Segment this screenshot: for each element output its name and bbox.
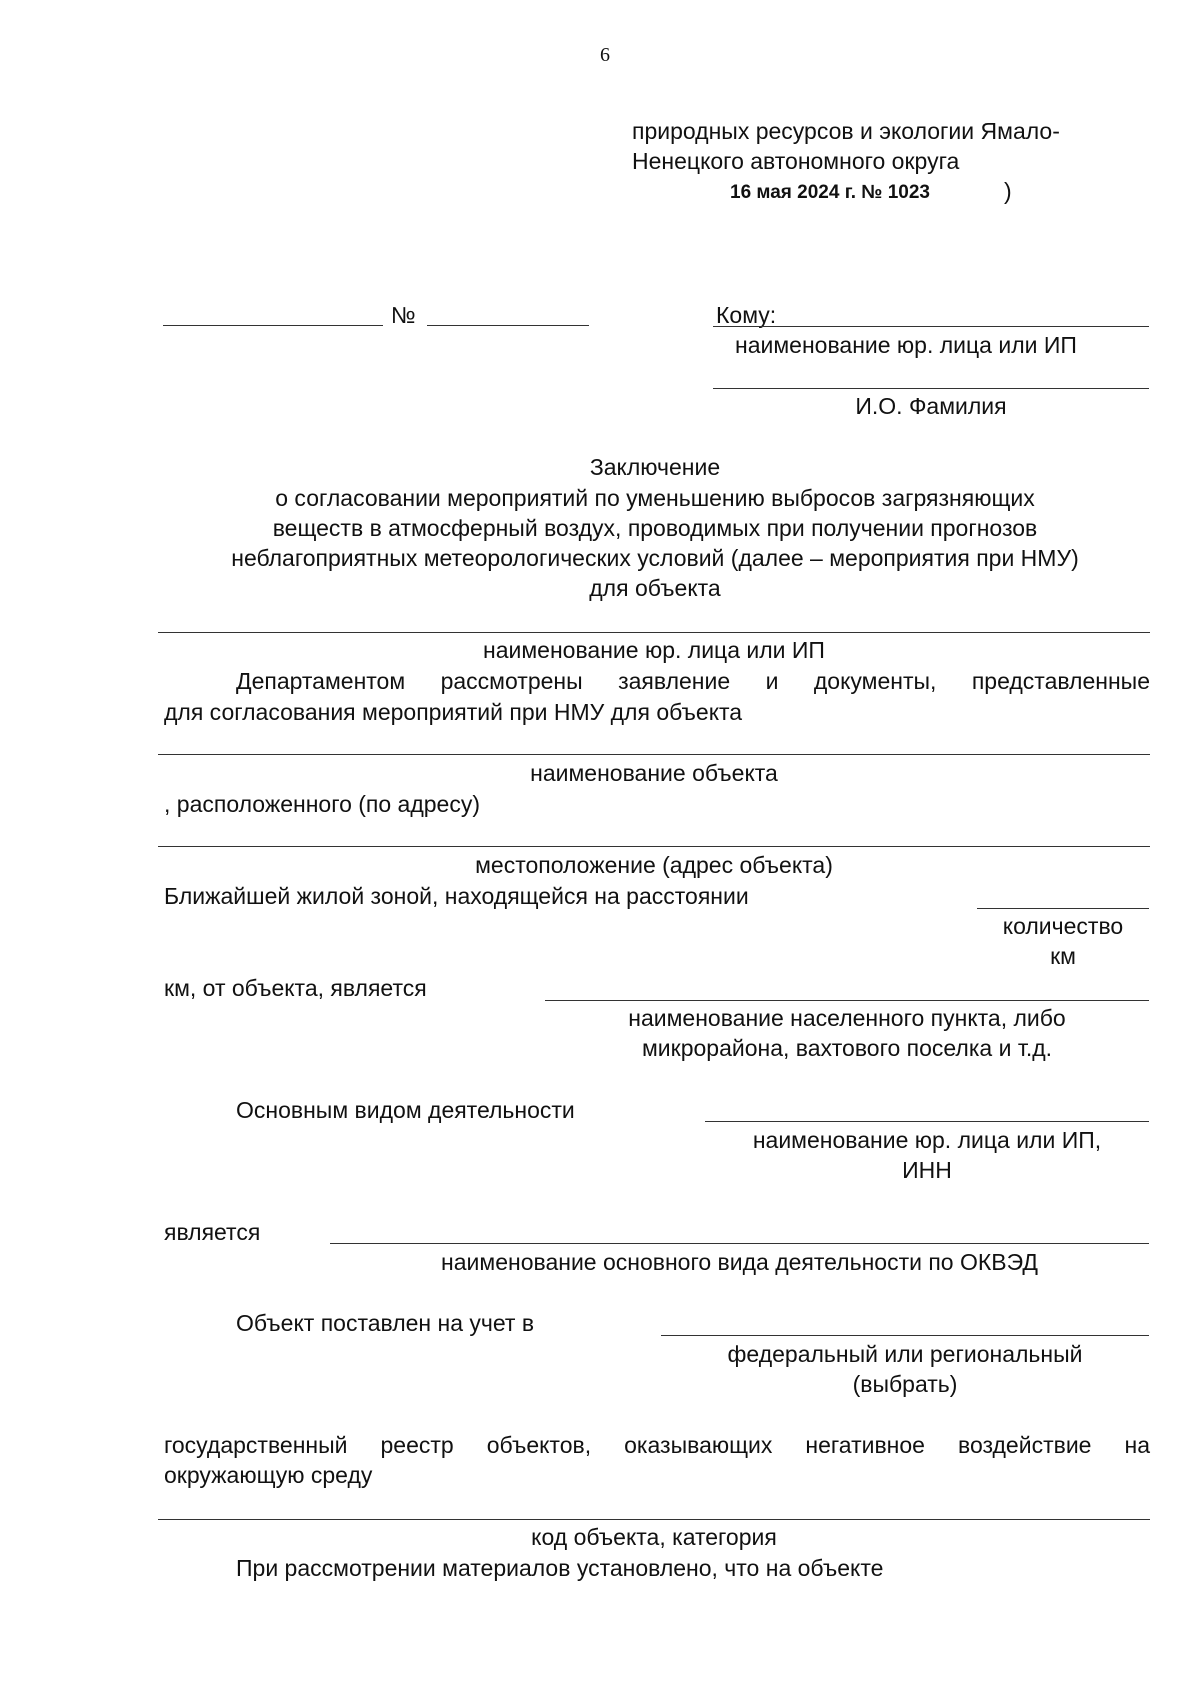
location-caption: местоположение (адрес объекта): [475, 852, 833, 878]
registered-text: Объект поставлен на учет в: [236, 1310, 535, 1336]
okved-blank-line: [330, 1243, 1149, 1244]
para1-line-2: для согласования мероприятий при НМУ для объекта: [164, 699, 743, 725]
registry-caption-2: (выбрать): [852, 1371, 958, 1397]
page-number: 6: [600, 44, 610, 66]
entity-blank-line: [158, 632, 1150, 633]
location-blank-line: [158, 846, 1150, 847]
name-caption: И.О. Фамилия: [855, 393, 1007, 419]
main-activity-text: Основным видом деятельности: [236, 1097, 575, 1123]
quantity-caption-2: км: [1050, 943, 1076, 969]
registry-line-1: государственный реестр объектов, оказывающих негативное воздействие на: [164, 1432, 1150, 1458]
inn-caption-2: ИНН: [902, 1157, 952, 1183]
inn-caption-1: наименование юр. лица или ИП,: [752, 1127, 1102, 1153]
settlement-caption-2: микрорайона, вахтового поселка и т.д.: [641, 1035, 1053, 1061]
entity-caption: наименование юр. лица или ИП: [483, 637, 825, 663]
quantity-blank-line: [977, 908, 1149, 909]
km-from-object-text: км, от объекта, является: [164, 975, 427, 1001]
header-line-1: природных ресурсов и экологии Ямало-: [632, 118, 1060, 144]
para1-line-1: Департаментом рассмотрены заявление и документы, представленные: [236, 668, 1150, 694]
header-line-2: Ненецкого автономного округа: [632, 148, 960, 174]
settlement-caption-1: наименование населенного пункта, либо: [628, 1005, 1066, 1031]
code-blank-line: [158, 1519, 1150, 1520]
title-line-4: для объекта: [589, 575, 721, 601]
located-text: , расположенного (по адресу): [164, 791, 481, 817]
title-line-2: веществ в атмосферный воздух, проводимых при получении прогнозов: [272, 515, 1038, 541]
title-line-1: о согласовании мероприятий по уменьшению выбросов загрязняющих: [275, 485, 1035, 511]
to-label: Кому:: [716, 302, 777, 328]
name-blank-line: [713, 388, 1149, 389]
title-line-3: неблагоприятных метеорологических условий (далее – мероприятия при НМУ): [231, 545, 1079, 571]
code-caption: код объекта, категория: [531, 1524, 777, 1550]
inn-blank-line: [705, 1121, 1149, 1122]
recipient-caption: наименование юр. лица или ИП: [735, 332, 1077, 358]
doc-heading: Заключение: [589, 454, 721, 480]
review-text: При рассмотрении материалов установлено, что на объекте: [236, 1555, 884, 1581]
registry-line-2: окружающую среду: [164, 1462, 373, 1488]
registry-caption-1: федеральный или региональный: [727, 1341, 1083, 1367]
nearest-zone-text: Ближайшей жилой зоной, находящейся на расстоянии: [164, 883, 749, 909]
header-close-paren: ): [1004, 178, 1012, 204]
header-date-number: 16 мая 2024 г. № 1023: [730, 182, 930, 203]
object-blank-line: [158, 754, 1150, 755]
settlement-blank-line: [545, 1000, 1149, 1001]
date-blank-line: [163, 325, 383, 326]
object-caption: наименование объекта: [530, 760, 778, 786]
recipient-blank-line: [713, 326, 1149, 327]
number-sign: №: [391, 302, 416, 328]
registry-type-blank-line: [661, 1335, 1149, 1336]
quantity-caption-1: количество: [1002, 913, 1124, 939]
number-blank-line: [427, 325, 589, 326]
okved-caption: наименование основного вида деятельности по ОКВЭД: [441, 1249, 1038, 1275]
is-label: является: [164, 1219, 261, 1245]
